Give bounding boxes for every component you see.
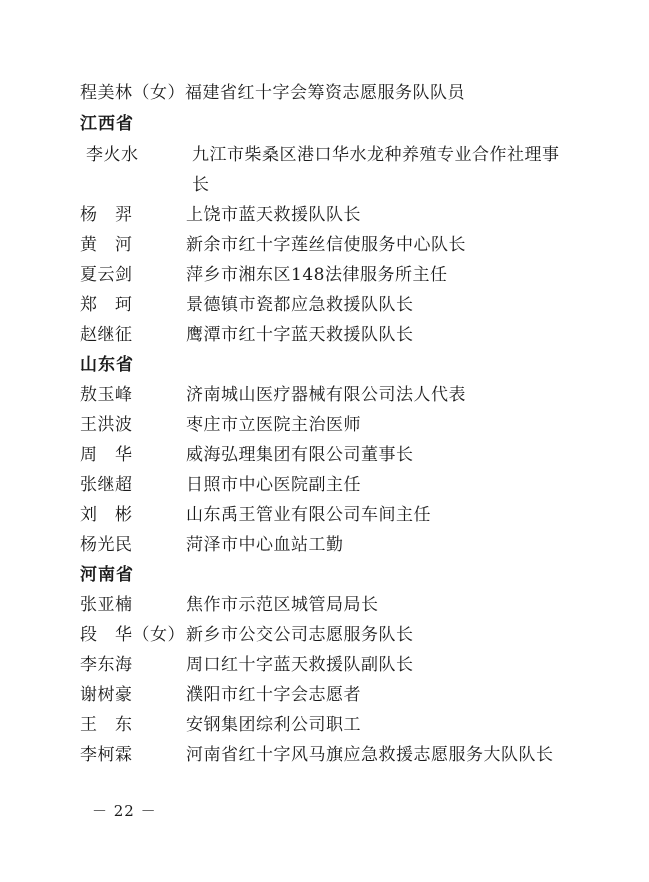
member-title-continuation: 长 [192, 175, 210, 195]
member-name: 李火水 [86, 145, 139, 165]
member-row [0, 710, 649, 740]
member-name: 段 华（女） [80, 625, 185, 645]
member-row [0, 230, 649, 260]
member-name: 敖玉峰 [80, 385, 133, 405]
member-name: 刘 彬 [80, 505, 133, 525]
member-title: 焦作市示范区城管局局长 [186, 595, 379, 615]
member-row [0, 140, 649, 170]
member-name: 杨光民 [80, 535, 133, 555]
member-title-continuation-row [0, 170, 649, 200]
member-name: 周 华 [80, 445, 133, 465]
member-name: 黄 河 [80, 235, 133, 255]
member-title: 周口红十字蓝天救援队副队长 [186, 655, 414, 675]
member-name: 张继超 [80, 475, 133, 495]
member-title: 日照市中心医院副主任 [186, 475, 361, 495]
member-row [0, 530, 649, 560]
member-name: 李东海 [80, 655, 133, 675]
page-number: － 22 － [92, 802, 157, 820]
section-heading-jiangxi: 江西省 [80, 114, 134, 134]
member-row [0, 410, 649, 440]
member-title: 新余市红十字莲丝信使服务中心队长 [186, 235, 466, 255]
member-row [0, 200, 649, 230]
section-heading-shandong: 山东省 [80, 355, 134, 375]
member-name: 张亚楠 [80, 595, 133, 615]
member-name: 赵继征 [80, 325, 133, 345]
member-title: 威海弘理集团有限公司董事长 [186, 445, 414, 465]
member-title: 菏泽市中心血站工勤 [186, 535, 344, 555]
member-row [0, 500, 649, 530]
member-row [0, 260, 649, 290]
member-name: 李柯霖 [80, 745, 133, 765]
member-row [0, 380, 649, 410]
member-title: 濮阳市红十字会志愿者 [186, 685, 361, 705]
member-title: 萍乡市湘东区148法律服务所主任 [186, 265, 448, 285]
member-row [0, 470, 649, 500]
member-row [0, 620, 649, 650]
member-title: 安钢集团综利公司职工 [186, 715, 361, 735]
member-row [0, 590, 649, 620]
member-row [0, 740, 649, 770]
member-title: 枣庄市立医院主治医师 [186, 415, 361, 435]
member-title: 九江市柴桑区港口华水龙种养殖专业合作社理事 [192, 145, 560, 165]
member-name: 谢树豪 [80, 685, 133, 705]
member-name: 夏云剑 [80, 265, 133, 285]
member-name: 郑 珂 [80, 295, 133, 315]
member-name: 杨 羿 [80, 205, 133, 225]
member-row [0, 320, 649, 350]
member-title: 济南城山医疗器械有限公司法人代表 [186, 385, 466, 405]
top-entry: 程美林（女）福建省红十字会筹资志愿服务队队员 [80, 83, 465, 103]
member-title: 新乡市公交公司志愿服务队长 [186, 625, 414, 645]
member-title: 鹰潭市红十字蓝天救援队队长 [186, 325, 414, 345]
member-title: 上饶市蓝天救援队队长 [186, 205, 361, 225]
member-name: 王 东 [80, 715, 133, 735]
member-row [0, 290, 649, 320]
member-name: 王洪波 [80, 415, 133, 435]
member-title: 山东禹王管业有限公司车间主任 [186, 505, 431, 525]
member-title: 景德镇市瓷都应急救援队队长 [186, 295, 414, 315]
member-title: 河南省红十字风马旗应急救援志愿服务大队队长 [186, 745, 554, 765]
member-row [0, 680, 649, 710]
member-row [0, 440, 649, 470]
member-row [0, 650, 649, 680]
section-heading-henan: 河南省 [80, 565, 134, 585]
